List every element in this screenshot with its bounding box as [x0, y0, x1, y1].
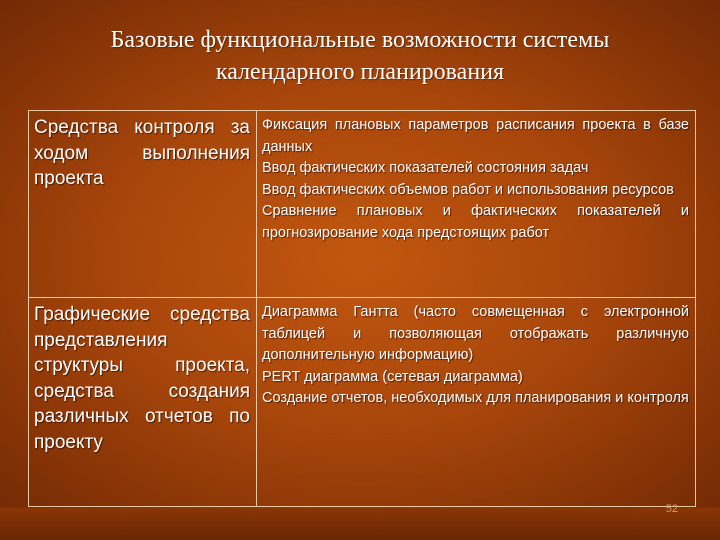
slide-number: 52 — [665, 503, 678, 515]
row-description-cell — [257, 111, 696, 298]
description-item: Ввод фактических объемов работ и использования ресурсов — [262, 181, 674, 198]
table-row — [29, 111, 696, 298]
slide-title — [40, 24, 680, 88]
table-row — [29, 298, 696, 507]
row-description-cell — [257, 298, 696, 507]
features-table — [28, 110, 696, 507]
description-item: PERT диаграмма (сетевая диаграмма) — [262, 368, 523, 385]
row-label-cell: Графические средства представления структуры проекта, средства создания различных отчетов по проекту — [29, 298, 257, 507]
slide-title-line-1: Базовые функциональные возможности системы — [110, 27, 610, 53]
row-label-cell: Средства контроля за ходом выполнения проекта — [29, 111, 257, 298]
description-item: Диаграмма Гантта (часто совмещенная с электронной таблицей и позволяющая отображать различную дополнительную информацию) — [262, 304, 689, 363]
slide-title-line-2: календарного планирования — [215, 59, 505, 85]
description-item: Ввод фактических показателей состояния задач — [262, 160, 589, 176]
description-item: Сравнение плановых и фактических показателей и прогнозирование хода предстоящих работ — [262, 203, 689, 241]
description-item: Фиксация плановых параметров расписания проекта в базе данных — [262, 117, 689, 155]
bottom-bar — [0, 508, 720, 540]
description-item: Создание отчетов, необходимых для планирования и контроля — [262, 390, 689, 406]
